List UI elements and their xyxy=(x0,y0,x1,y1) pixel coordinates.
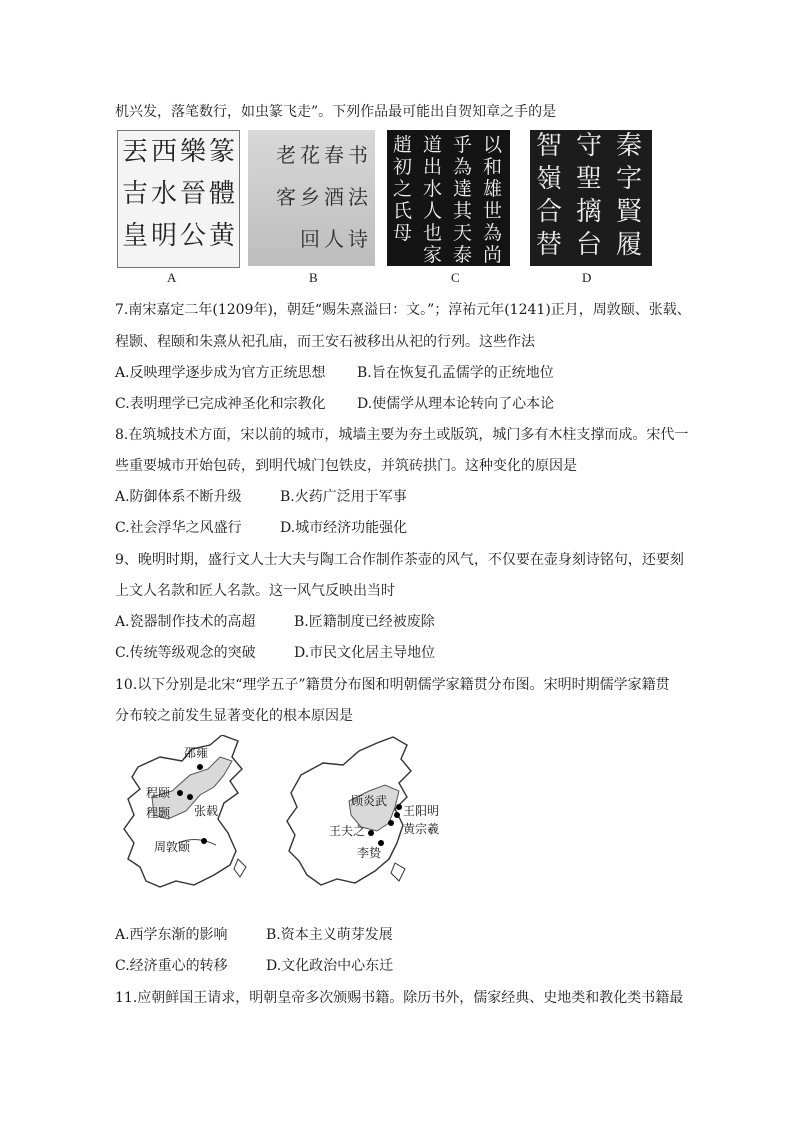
calligraphy-glyph: 明 xyxy=(151,221,178,251)
map1-point-cheng-yi xyxy=(177,790,183,796)
calligraphy-glyph: 法 xyxy=(348,185,368,209)
calligraphy-glyph: 以 xyxy=(483,134,503,156)
calligraphy-glyph: 乎 xyxy=(453,134,473,156)
panel-label-b: B xyxy=(309,270,318,285)
calligraphy-glyph: 人 xyxy=(324,227,344,251)
calligraphy-glyph: 之 xyxy=(393,178,413,200)
map2-point-gu-yanwu xyxy=(396,804,402,810)
calligraphy-glyph: 水 xyxy=(423,178,443,200)
calligraphy-glyph: 酒 xyxy=(324,185,344,209)
q10-option-c[interactable]: C.经济重心的转移 xyxy=(115,958,228,974)
map1-point-shao-yong xyxy=(197,764,203,770)
calligraphy-glyph: 其 xyxy=(453,200,473,222)
calligraphy-glyph: 秦 xyxy=(616,131,643,161)
calligraphy-glyph: 摛 xyxy=(576,197,603,227)
q8-option-c[interactable]: C.社会浮华之风盛行 xyxy=(115,520,242,536)
calligraphy-glyph: 家 xyxy=(423,244,443,266)
q9-option-c[interactable]: C.传统等级观念的突破 xyxy=(115,645,256,661)
calligraphy-glyph: 人 xyxy=(423,200,443,222)
calligraphy-glyph: 晉 xyxy=(180,179,207,209)
q9-option-b[interactable]: B.匠籍制度已经被废除 xyxy=(294,614,435,630)
calligraphy-glyph: 皇 xyxy=(122,221,149,251)
q10-option-b[interactable]: B.资本主义萌芽发展 xyxy=(266,927,393,943)
panel-label-a: A xyxy=(167,270,177,285)
q8-option-b[interactable]: B.火药广泛用于军事 xyxy=(280,489,407,505)
calligraphy-glyph: 台 xyxy=(576,230,603,260)
calligraphy-glyph: 聖 xyxy=(576,164,603,194)
map-northern-song xyxy=(120,735,270,910)
calligraphy-panel-c xyxy=(387,130,510,266)
q9-option-a[interactable]: A.瓷器制作技术的高超 xyxy=(115,614,256,630)
q7-option-a[interactable]: A.反映理学逐步成为官方正统思想 xyxy=(115,365,326,381)
question-7-line2: 程颢、程颐和朱熹从祀孔庙，而王安石被移出从祀的行列。这些作法 xyxy=(115,334,535,350)
question-10-line1: 10.以下分别是北宋“理学五子”籍贯分布图和明朝儒学家籍贯分布图。宋明时期儒学家籍贯 xyxy=(115,677,670,693)
calligraphy-glyph: 也 xyxy=(423,222,443,244)
calligraphy-glyph: 客 xyxy=(276,185,296,209)
calligraphy-glyph: 黄 xyxy=(209,221,236,251)
calligraphy-glyph: 乡 xyxy=(300,185,320,209)
map-ming-dynasty xyxy=(285,735,445,910)
calligraphy-glyph: 水 xyxy=(151,179,178,209)
question-9-line2: 上文人名款和匠人名款。这一风气反映出当时 xyxy=(115,583,395,599)
calligraphy-glyph: 母 xyxy=(393,222,413,244)
calligraphy-glyph: 字 xyxy=(616,164,643,194)
calligraphy-glyph: 公 xyxy=(180,221,207,251)
calligraphy-glyph: 智 xyxy=(536,131,563,161)
calligraphy-glyph: 履 xyxy=(616,230,643,260)
calligraphy-glyph: 出 xyxy=(423,156,443,178)
panel-label-d: D xyxy=(582,270,592,285)
calligraphy-glyph: 世 xyxy=(483,200,503,222)
map2-point-wang-yangming xyxy=(394,812,400,818)
q7-option-c[interactable]: C.表明理学已完成神圣化和宗教化 xyxy=(115,396,326,412)
map2-point-huang-zongxi xyxy=(388,820,394,826)
calligraphy-glyph: 老 xyxy=(276,143,296,167)
calligraphy-glyph: 合 xyxy=(536,197,563,227)
calligraphy-panel-d xyxy=(530,130,652,266)
q7-option-b[interactable]: B.旨在恢复孔孟儒学的正统地位 xyxy=(357,365,554,381)
calligraphy-glyph: 氏 xyxy=(393,200,413,222)
question-8-line1: 8.在筑城技术方面，宋以前的城市，城墙主要为夯土或版筑，城门多有木柱支撑而成。宋代一 xyxy=(115,427,689,443)
calligraphy-glyph: 趙 xyxy=(393,134,413,156)
calligraphy-glyph: 吉 xyxy=(122,179,149,209)
calligraphy-glyph: 泰 xyxy=(453,244,473,266)
calligraphy-glyph: 西 xyxy=(151,137,178,167)
map1-label-cheng-hao: 程颢 xyxy=(146,806,171,820)
calligraphy-glyph: 體 xyxy=(209,179,236,209)
q7-option-d[interactable]: D.使儒学从理本论转向了心本论 xyxy=(357,396,555,412)
calligraphy-glyph: 尚 xyxy=(483,244,503,266)
calligraphy-glyph: 诗 xyxy=(348,227,368,251)
question-9-line1: 9、晚明时期，盛行文人士大夫与陶工合作制作茶壶的风气，不仅要在壶身刻诗铭句，还要刻 xyxy=(115,552,684,568)
calligraphy-glyph: 和 xyxy=(483,156,503,178)
question-6-tail: 机兴发，落笔数行，如虫篆飞走”。下列作品最可能出自贺知章之手的是 xyxy=(115,104,557,120)
calligraphy-glyph: 賢 xyxy=(616,197,643,227)
question-7-line1: 7.南宋嘉定二年(1209年)，朝廷“赐朱熹溢曰：文。”；淳祐元年(1241)正月，周敦颐、张载、 xyxy=(115,302,691,318)
calligraphy-glyph: 丟 xyxy=(122,137,149,167)
question-11-line1: 11.应朝鲜国王请求，明朝皇帝多次颁赐书籍。除历书外，儒家经典、史地类和教化类书籍最 xyxy=(115,990,684,1006)
calligraphy-glyph: 花 xyxy=(300,143,320,167)
map1-label-cheng-yi: 程颐 xyxy=(146,786,171,800)
q8-option-d[interactable]: D.城市经济功能强化 xyxy=(280,520,408,536)
q9-option-d[interactable]: D.市民文化居主导地位 xyxy=(294,645,436,661)
calligraphy-glyph: 天 xyxy=(453,222,473,244)
q10-option-d[interactable]: D.文化政治中心东迁 xyxy=(266,958,394,974)
calligraphy-glyph: 為 xyxy=(453,156,473,178)
map1-label-zhou-dunyi: 周敦颐 xyxy=(154,840,191,854)
map1-point-zhang-zai xyxy=(187,794,193,800)
question-10-line2: 分布较之前发生显著变化的根本原因是 xyxy=(115,708,353,724)
map1-island xyxy=(234,859,246,877)
map1-label-shao-yong: 邵雍 xyxy=(184,746,209,760)
calligraphy-glyph: 替 xyxy=(536,230,563,260)
panel-label-c: C xyxy=(451,270,460,285)
calligraphy-glyph: 初 xyxy=(393,156,413,178)
calligraphy-glyph: 樂 xyxy=(180,137,207,167)
calligraphy-glyph: 達 xyxy=(453,178,473,200)
calligraphy-glyph: 书 xyxy=(348,143,368,167)
calligraphy-glyph: 春 xyxy=(324,143,344,167)
calligraphy-glyph: 嶺 xyxy=(536,164,563,194)
calligraphy-glyph: 為 xyxy=(483,222,503,244)
map2-label-li-zhi: 李贽 xyxy=(357,846,382,860)
map2-label-wang-fuzhi: 王夫之 xyxy=(329,824,366,838)
calligraphy-glyph: 回 xyxy=(300,227,320,251)
map2-point-wang-fuzhi xyxy=(368,830,374,836)
map2-island xyxy=(391,863,405,881)
calligraphy-glyph: 篆 xyxy=(209,137,236,167)
map2-label-wang-yangming: 王阳明 xyxy=(403,804,440,818)
q10-option-a[interactable]: A.西学东渐的影响 xyxy=(115,927,228,943)
q8-option-a[interactable]: A.防御体系不断升级 xyxy=(115,489,242,505)
map2-label-gu-yanwu: 顾炎武 xyxy=(351,794,388,808)
map2-label-huang-zongxi: 黄宗羲 xyxy=(403,822,440,836)
calligraphy-glyph: 道 xyxy=(423,134,443,156)
question-8-line2: 些重要城市开始包砖，到明代城门包铁皮，并筑砖拱门。这种变化的原因是 xyxy=(115,458,577,474)
calligraphy-glyph: 守 xyxy=(576,131,603,161)
calligraphy-glyph: 雄 xyxy=(483,178,503,200)
calligraphy-panel-b xyxy=(248,130,375,266)
map1-label-zhang-zai: 张载 xyxy=(194,804,219,818)
calligraphy-panel-a xyxy=(117,130,240,268)
map1-point-zhou-dunyi xyxy=(201,838,207,844)
